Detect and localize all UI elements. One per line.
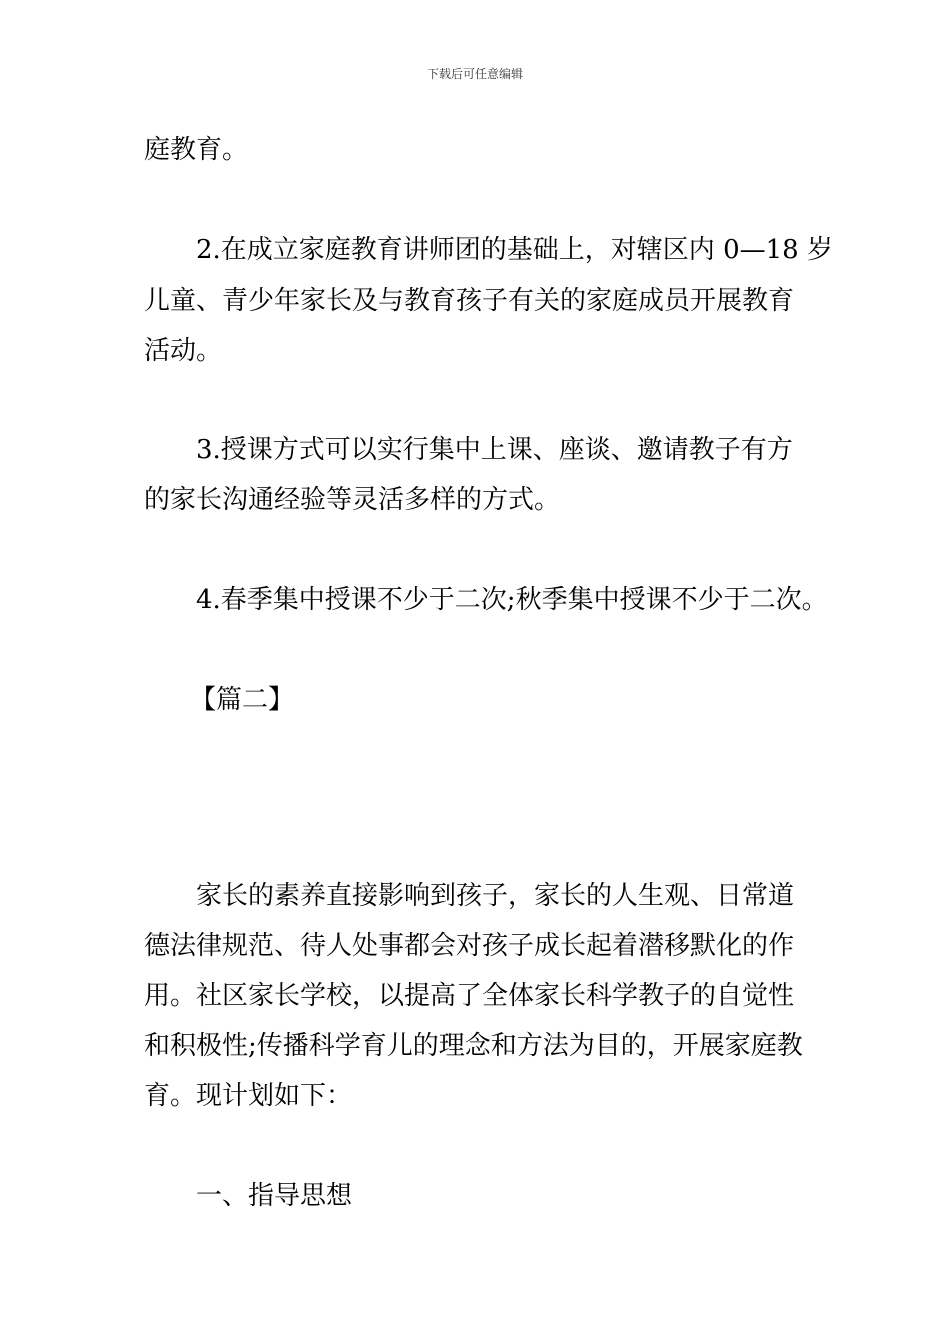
- text-line: 儿童、青少年家长及与教育孩子有关的家庭成员开展教育: [144, 286, 795, 316]
- section-heading: 一、指导思想: [196, 1181, 353, 1211]
- section-heading: 【篇二】: [190, 685, 295, 715]
- page-header: 下载后可任意编辑: [426, 67, 523, 81]
- text-line: 德法律规范、待人处事都会对孩子成长起着潜移默化的作: [144, 931, 795, 961]
- text-line: 用。社区家长学校，以提高了全体家长科学教子的自觉性: [144, 981, 795, 1011]
- text-line: 和积极性;传播科学育儿的理念和方法为目的，开展家庭教: [144, 1031, 803, 1061]
- text-line: 庭教育。: [144, 135, 249, 165]
- text-line: 4.春季集中授课不少于二次;秋季集中授课不少于二次。: [196, 585, 828, 615]
- text-line: 育。现计划如下：: [144, 1081, 353, 1111]
- text-line: 的家长沟通经验等灵活多样的方式。: [144, 485, 561, 515]
- text-line: 3.授课方式可以实行集中上课、座谈、邀请教子有方: [196, 435, 793, 465]
- text-line: 家长的素养直接影响到孩子，家长的人生观、日常道: [196, 881, 795, 911]
- text-line: 2.在成立家庭教育讲师团的基础上，对辖区内 0—18 岁: [196, 235, 833, 265]
- text-line: 活动。: [144, 336, 223, 366]
